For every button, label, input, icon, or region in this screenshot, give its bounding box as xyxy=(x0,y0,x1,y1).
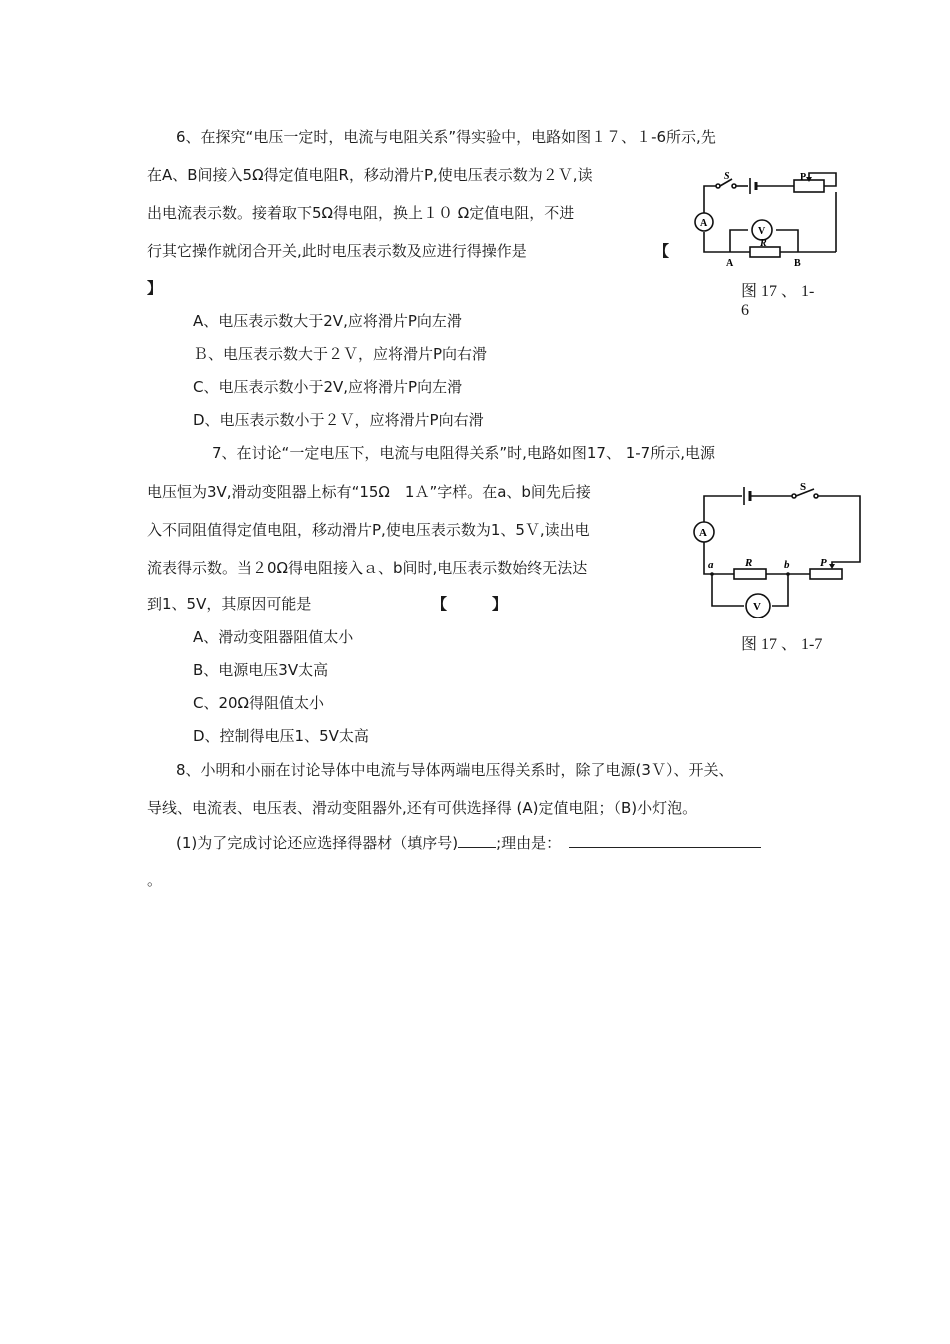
fig7-node-a-label: a xyxy=(708,559,714,571)
q8-equipment-blank[interactable] xyxy=(458,833,496,848)
circuit-diagram-17-1-7 xyxy=(684,482,866,618)
fig6-switch-label: S xyxy=(724,171,730,182)
q6-line-4: 行其它操作就闭合开关,此时电压表示数及应进行得操作是 xyxy=(147,242,527,260)
q8-line-1: 8、小明和小丽在讨论导体中电流与导体两端电压得关系时，除了电源(3Ｖ）、开关、 xyxy=(176,761,734,779)
fig7-resistor-label: R xyxy=(745,557,753,569)
q7-line-2: 电压恒为3V,滑动变阻器上标有“15Ω 1Ａ”字样。在a、b间先后接 xyxy=(147,483,591,501)
q7-line-3: 入不同阻值得定值电阻，移动滑片P,使电压表示数为1、5Ｖ,读出电 xyxy=(147,521,590,539)
q7-option-a: A、滑动变阻器阻值太小 xyxy=(193,628,354,646)
fig6-node-b-label: B xyxy=(794,258,801,269)
q8-end-mark: 。 xyxy=(147,871,163,889)
q7-option-c: C、20Ω得阻值太小 xyxy=(193,694,325,712)
q6-line-2: 在A、B间接入5Ω得定值电阻R，移动滑片P,使电压表示数为２Ｖ,读 xyxy=(147,166,593,184)
q8-sub1-middle: ;理由是： xyxy=(496,834,562,852)
fig7-switch-label: S xyxy=(800,482,807,493)
q6-option-c: C、电压表示数小于2V,应将滑片P向左滑 xyxy=(193,378,463,396)
fig6-ammeter-label: A xyxy=(700,218,708,229)
figure-17-1-7-caption: 图 17 、 1-7 xyxy=(741,636,823,653)
q8-sub1-prefix: (1)为了完成讨论还应选择得器材（填序号) xyxy=(176,834,459,852)
q7-line-1: 7、在讨论“一定电压下，电流与电阻得关系”时,电路如图17、 1-7所示,电源 xyxy=(212,444,715,462)
fig7-ammeter-label: A xyxy=(699,527,707,539)
figure-17-1-6-caption-line-1: 图 17 、 1- xyxy=(741,283,815,300)
figure-17-1-6-caption-line-2: 6 xyxy=(741,302,749,319)
q7-option-d: D、控制得电压1、5V太高 xyxy=(193,727,369,745)
q8-sub-question-1 xyxy=(176,833,761,853)
q8-line-2: 导线、电流表、电压表、滑动变阻器外,还有可供选择得 (A)定值电阻；（B)小灯泡。 xyxy=(147,799,698,817)
fig6-node-a-label: A xyxy=(726,258,734,269)
q6-line-3: 出电流表示数。接着取下5Ω得电阻，换上１０ Ω定值电阻，不进 xyxy=(147,204,575,222)
fig7-voltmeter-label: V xyxy=(753,601,761,613)
fig6-slider-label: P xyxy=(800,172,807,183)
q8-reason-blank[interactable] xyxy=(569,833,761,848)
q6-answer-bracket-open: 【 xyxy=(654,242,670,260)
q6-option-a: A、电压表示数大于2V,应将滑片P向左滑 xyxy=(193,312,462,330)
fig7-slider-label: P xyxy=(820,557,827,569)
fig6-voltmeter-label: V xyxy=(758,226,766,237)
q6-option-b: Ｂ、电压表示数大于２Ｖ，应将滑片P向右滑 xyxy=(193,345,488,363)
q6-option-d: D、电压表示数小于２Ｖ，应将滑片P向右滑 xyxy=(193,411,484,429)
q6-line-1: 6、在探究“电压一定时，电流与电阻关系”得实验中，电路如图１７、１-6所示,先 xyxy=(176,128,716,146)
q6-answer-bracket-close: 】 xyxy=(147,279,163,297)
q7-line-5: 到1、5V，其原因可能是 xyxy=(147,595,312,613)
q7-option-b: B、电源电压3V太高 xyxy=(193,661,329,679)
fig7-node-b-label: b xyxy=(784,559,790,571)
q7-line-4: 流表得示数。当２0Ω得电阻接入ａ、b间时,电压表示数始终无法达 xyxy=(147,559,588,577)
fig6-resistor-label: R xyxy=(760,238,767,249)
q7-answer-bracket: 【 】 xyxy=(432,595,508,613)
circuit-diagram-17-1-6 xyxy=(686,170,848,270)
